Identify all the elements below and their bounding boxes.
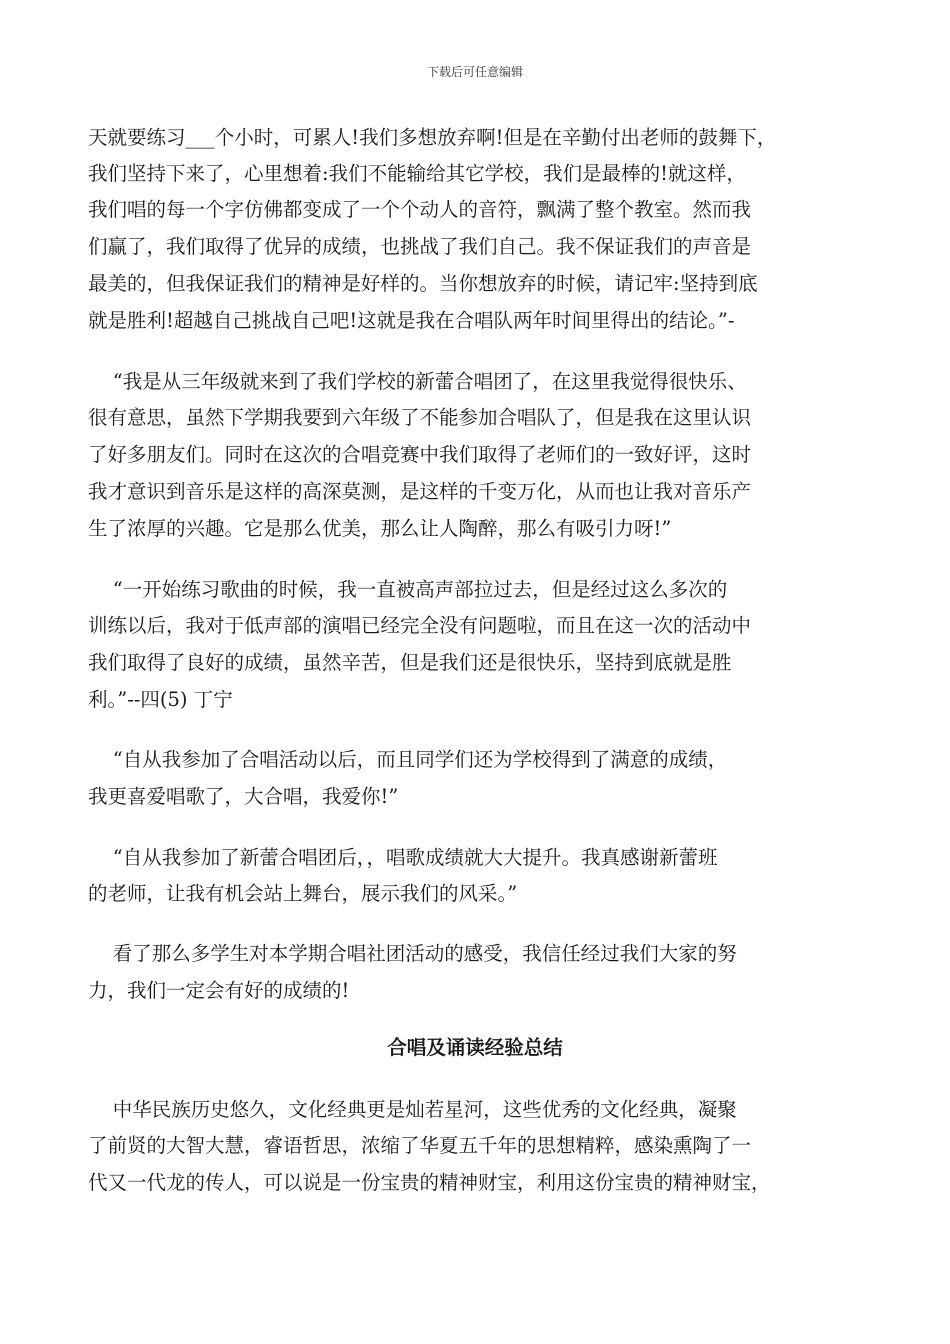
text-line: 训练以后，我对于低声部的演唱已经完全没有问题啦，而且在这一次的活动中	[88, 614, 752, 637]
text-line: 最美的，但我保证我们的精神是好样的。当你想放弃的时候，请记牢:坚持到底	[88, 272, 758, 295]
text-line: 生了浓厚的兴趣。它是那么优美，那么让人陶醉，那么有吸引力呀!”	[88, 517, 672, 540]
text-line: 代又一代龙的传人，可以说是一份宝贵的精神财宝，利用这份宝贵的精神财宝，	[88, 1171, 771, 1194]
text-line: 我们唱的每一个字仿佛都变成了一个个动人的音符，飘满了整个教室。然而我	[88, 198, 752, 221]
text-line: 中华民族历史悠久，文化经典更是灿若星河，这些优秀的文化经典，凝聚	[88, 1098, 737, 1121]
text-line: 了前贤的大智大慧，睿语哲思，浓缩了华夏五千年的思想精粹，感染熏陶了一	[88, 1134, 752, 1157]
text-line: 我们取得了良好的成绩，虽然辛苦，但是我们还是很快乐，坚持到底就是胜	[88, 651, 732, 674]
text-line: 了好多朋友们。同时在这次的合唱竞赛中我们取得了老师们的一致好评，这时	[88, 443, 752, 466]
text-line: 利。”--四(5) 丁宁	[88, 688, 233, 711]
section-title: 合唱及诵读经验总结	[387, 1036, 563, 1059]
text-line: “自从我参加了合唱活动以后，而且同学们还为学校得到了满意的成绩，	[88, 748, 728, 771]
text-line: 我更喜爱唱歌了，大合唱，我爱你!”	[88, 785, 399, 808]
text-line: “自从我参加了新蕾合唱团后，，唱歌成绩就大大提升。我真感谢新蕾班	[88, 846, 718, 869]
text-line: 我们坚持下来了，心里想着:我们不能输给其它学校，我们是最棒的!就这样，	[88, 162, 746, 185]
text-line: 就是胜利!超越自己挑战自己吧!这就是我在合唱队两年时间里得出的结论。”-	[88, 309, 735, 332]
page-header: 下载后可任意编辑	[426, 65, 523, 79]
text-line: 很有意思，虽然下学期我要到六年级了不能参加合唱队了，但是我在这里认识	[88, 406, 752, 429]
text-line: 我才意识到音乐是这样的高深莫测，是这样的千变万化，从而也让我对音乐产	[88, 480, 752, 503]
text-line: “我是从三年级就来到了我们学校的新蕾合唱团了，在这里我觉得很快乐、	[88, 370, 747, 393]
text-line: “一开始练习歌曲的时候，我一直被高声部拉过去，但是经过这么多次的	[88, 578, 728, 601]
text-line: 的老师，让我有机会站上舞台，展示我们的风采。”	[88, 882, 518, 905]
text-line: 天就要练习___个小时，可累人!我们多想放弃啊!但是在辛勤付出老师的鼓舞下，	[88, 126, 777, 149]
text-line: 看了那么多学生对本学期合唱社团活动的感受，我信任经过我们大家的努	[88, 942, 737, 965]
text-line: 们赢了，我们取得了优异的成绩，也挑战了我们自己。我不保证我们的声音是	[88, 235, 752, 258]
text-line: 力，我们一定会有好的成绩的!	[88, 979, 350, 1002]
